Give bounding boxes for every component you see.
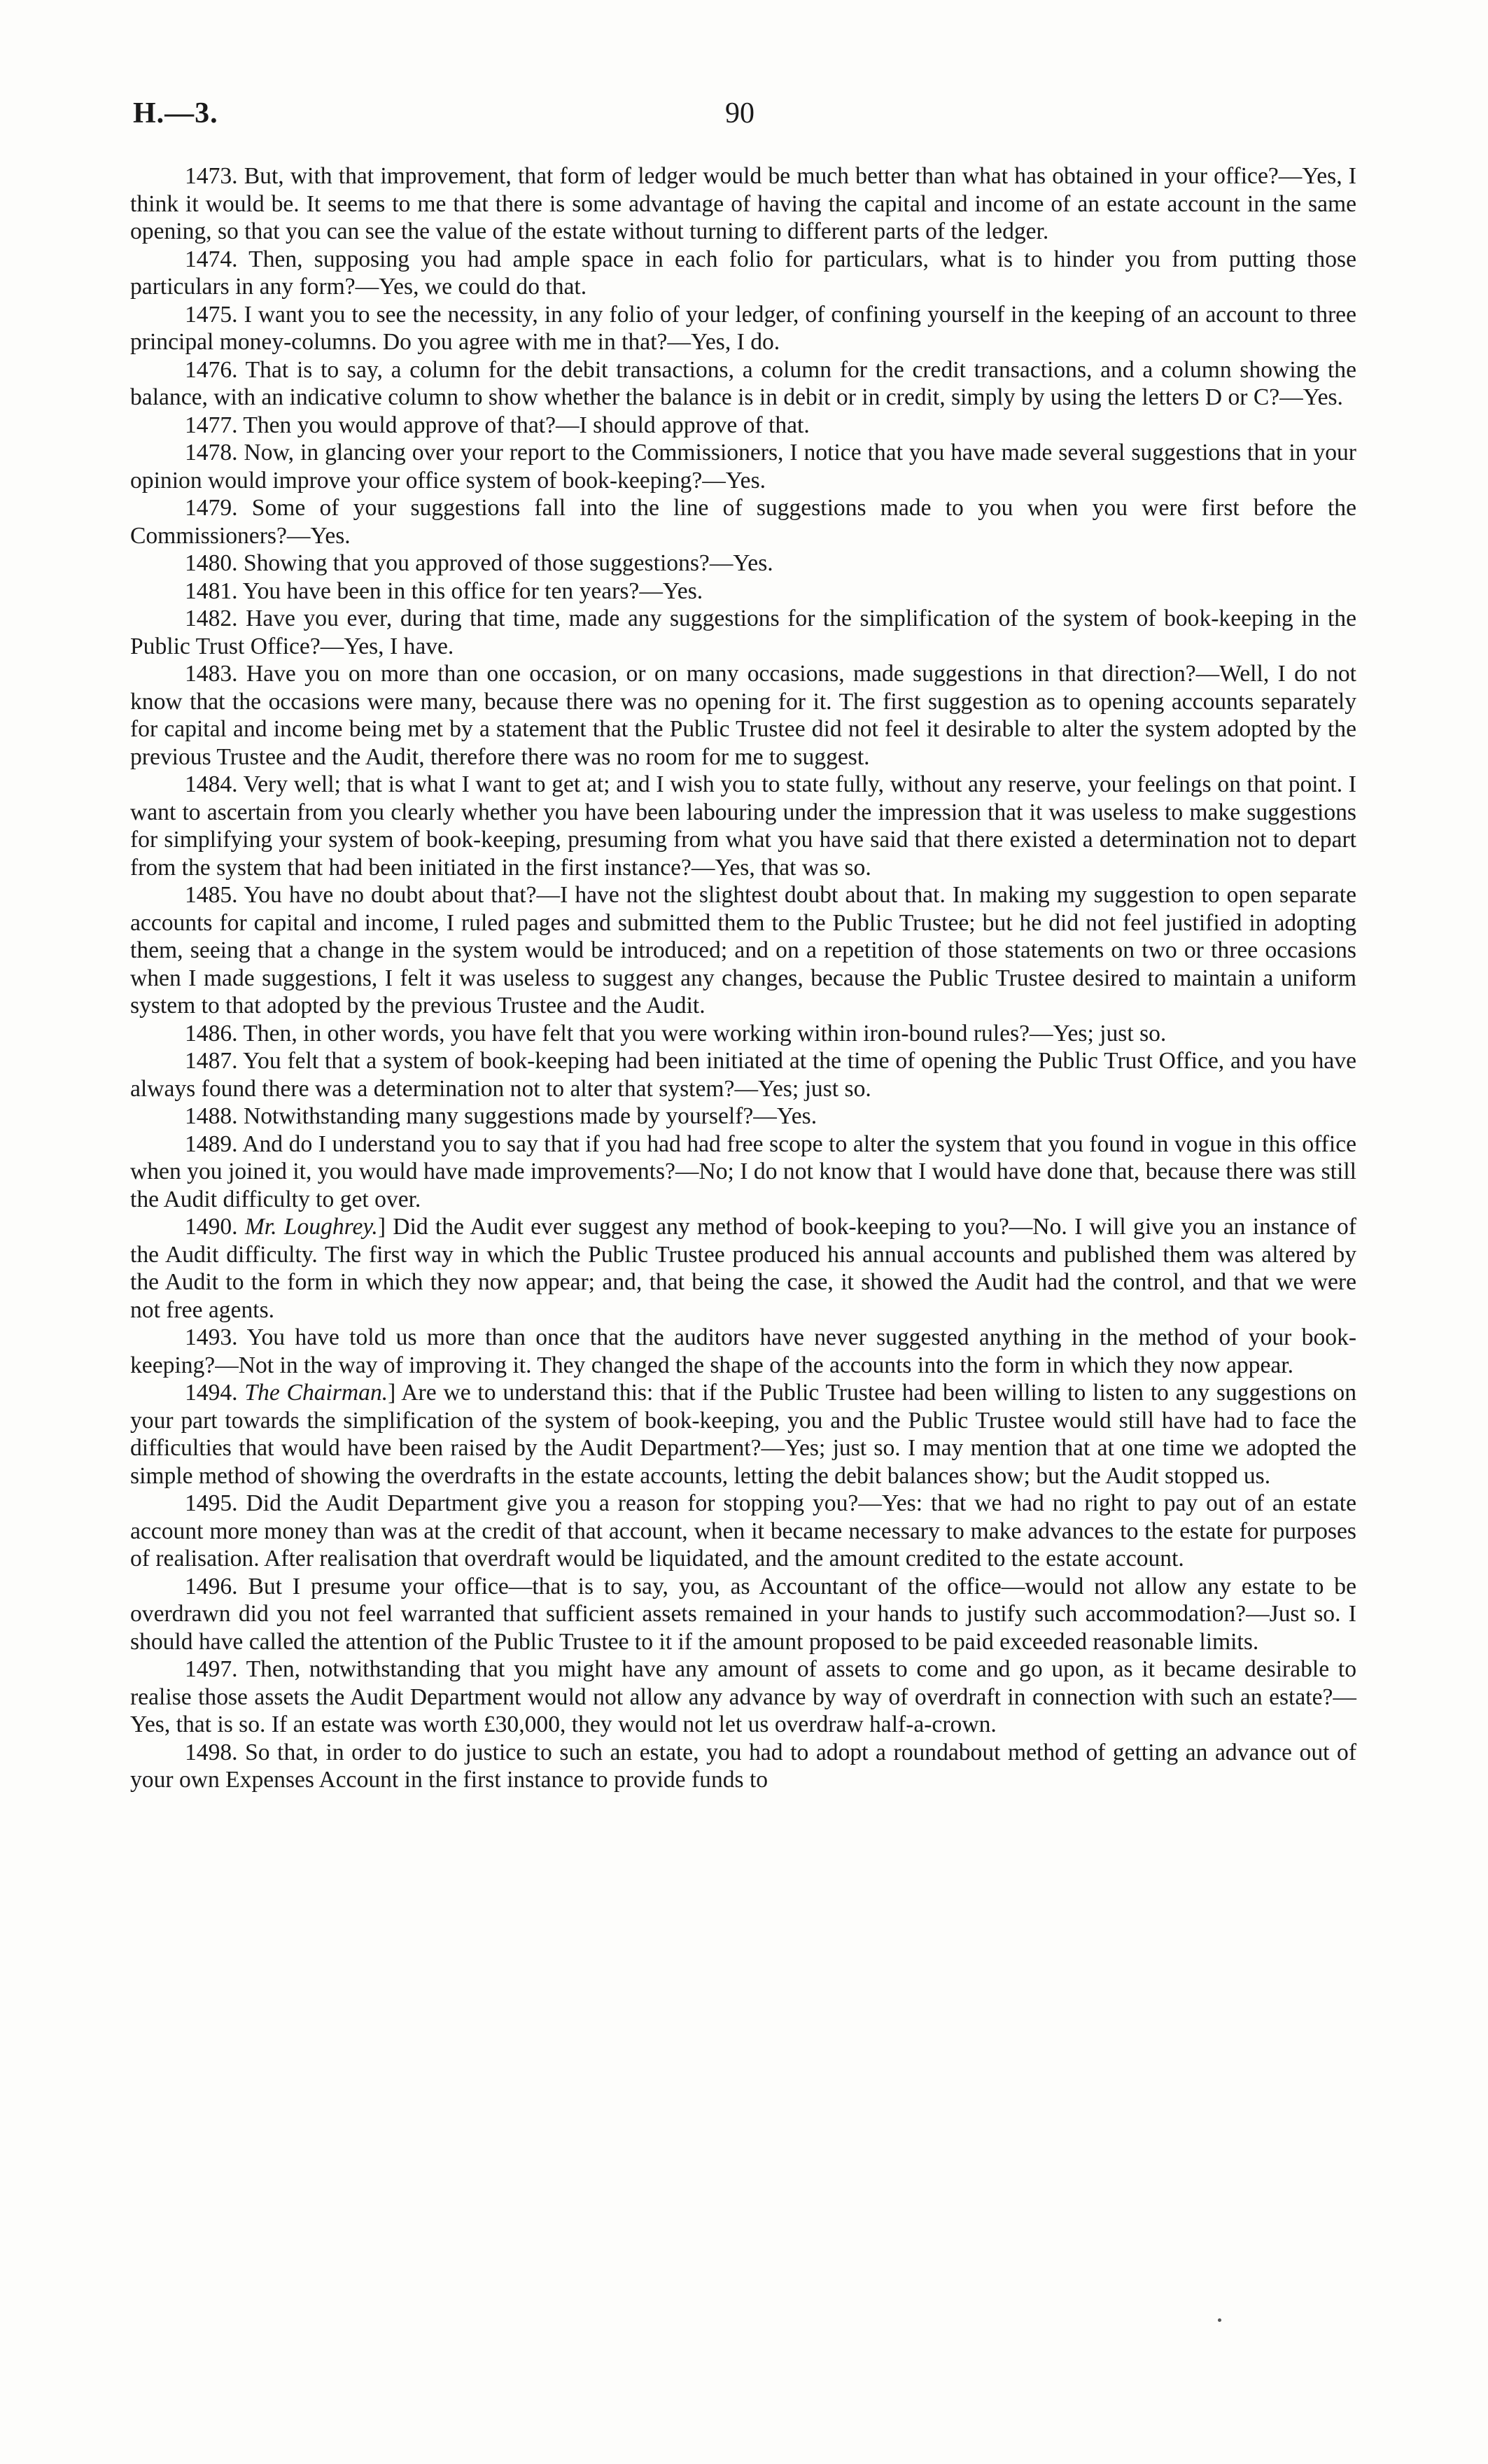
evidence-paragraph: 1482. Have you ever, during that time, made any suggestions for the simplification of the system of book-keeping in the Public Trust Office?—Yes, I have. bbox=[130, 606, 1356, 659]
page-number: 90 bbox=[725, 97, 754, 130]
evidence-paragraph: 1495. Did the Audit Department give you a reason for stopping you?—Yes: that we had no right to pay out of an estate account more money than was at the credit of that account, when it became necessary to make advances to the estate for purposes of realisation. After realisation that overdraft would be liquidated, and the amount credited to the estate account. bbox=[130, 1490, 1356, 1572]
evidence-paragraph bbox=[130, 1379, 1356, 1490]
evidence-paragraph: 1484. Very well; that is what I want to get at; and I wish you to state fully, without any reserve, your feelings on that point. I want to ascertain from you clearly whether you have been labouring under the impression that it was useless to make suggestions for simplifying your system of book-keeping, presuming from what you have said that there existed a determination not to depart from the system that had been initiated in the first instance?—Yes, that was so. bbox=[130, 771, 1356, 881]
evidence-paragraph: 1473. But, with that improvement, that form of ledger would be much better than what has obtained in your office?—Yes, I think it would be. It seems to me that there is some advantage of having the capital and income of an estate account in the same opening, so that you can see the value of the estate without turning to different parts of the ledger. bbox=[130, 163, 1356, 244]
evidence-paragraph: 1474. Then, supposing you had ample space in each folio for particulars, what is to hinder you from putting those particulars in any form?—Yes, we could do that. bbox=[130, 246, 1356, 300]
evidence-paragraph: 1477. Then you would approve of that?—I should approve of that. bbox=[185, 412, 810, 438]
question-number: 1494. bbox=[185, 1380, 245, 1406]
evidence-paragraph: 1487. You felt that a system of book-keeping had been initiated at the time of opening the Public Trust Office, and you have always found there was a determination not to alter that system?—Yes; just so. bbox=[130, 1048, 1356, 1102]
paragraph-text: ] Did the Audit ever suggest any method of book-keeping to you?—No. I will give you an instance of the Audit difficulty. The first way in which the Public Trustee produced his annual accounts and published them was altered by the Audit to the form in which they now appear; and, that being the case, it showed the Audit had the control, and that we were not free agents. bbox=[130, 1214, 1356, 1323]
evidence-paragraph: 1481. You have been in this office for ten years?—Yes. bbox=[185, 578, 703, 604]
evidence-paragraph: 1485. You have no doubt about that?—I have not the slightest doubt about that. In making my suggestion to open separate accounts for capital and income, I ruled pages and submitted them to the Public Trustee; but he did not feel justified in adopting them, seeing that a change in the system would be introduced; and on a repetition of those statements on two or three occasions when I made suggestions, I felt it was useless to suggest any changes, because the Public Trustee desired to maintain a uniform system to that adopted by the previous Trustee and the Audit. bbox=[130, 882, 1356, 1018]
evidence-paragraph: 1498. So that, in order to do justice to such an estate, you had to adopt a roundabout method of getting an advance out of your own Expenses Account in the first instance to provide funds to bbox=[130, 1739, 1356, 1793]
evidence-paragraph: 1483. Have you on more than one occasion, or on many occasions, made suggestions in that direction?—Well, I do not know that the occasions were many, because there was no opening for it. The first suggestion as to opening accounts separately for capital and income being met by a statement that the Public Trustee did not feel it desirable to alter the system adopted by the previous Trustee and the Audit, therefore there was no room for me to suggest. bbox=[130, 661, 1356, 770]
evidence-paragraph bbox=[130, 1213, 1356, 1324]
evidence-paragraph: 1478. Now, in glancing over your report to the Commissioners, I notice that you have made several suggestions that in your opinion would improve your office system of book-keeping?—Yes. bbox=[130, 440, 1356, 493]
document-body bbox=[130, 162, 1356, 1794]
question-number: 1490. bbox=[185, 1214, 245, 1240]
evidence-paragraph: 1489. And do I understand you to say that if you had had free scope to alter the system that you found in vogue in this office when you joined it, you would have made improvements?—No; I do not know that I would have done that, because there was still the Audit difficulty to get over. bbox=[130, 1130, 1356, 1212]
evidence-paragraph: 1486. Then, in other words, you have felt that you were working within iron-bound rules?—Yes; just so. bbox=[185, 1020, 1167, 1046]
evidence-paragraph: 1496. But I presume your office—that is to say, you, as Accountant of the office—would not allow any estate to be overdrawn did you not feel warranted that sufficient assets remained in your hands to justify such accommodation?—Just so. I should have called the attention of the Public Trustee to it if the amount proposed to be paid exceeded reasonable limits. bbox=[130, 1573, 1356, 1655]
evidence-paragraph: 1479. Some of your suggestions fall into the line of suggestions made to you when you were first before the Commissioners?—Yes. bbox=[130, 495, 1356, 549]
speaker-name: The Chairman. bbox=[244, 1380, 388, 1406]
speaker-name: Mr. Loughrey. bbox=[244, 1214, 378, 1240]
page-header bbox=[0, 97, 1488, 146]
paragraph-text: ] Are we to understand this: that if the Public Trustee had been willing to listen to any suggestions on your part towards the simplification of the system of book-keeping, you and the Public Trustee would still have had to face the difficulties that would have been raised by the Audit Department?—Yes; just so. I may mention that at one time we adopted the simple method of showing the overdrafts in the estate accounts, letting the debit balances show; but the Audit stopped us. bbox=[130, 1380, 1357, 1489]
evidence-paragraph: 1497. Then, notwithstanding that you might have any amount of assets to come and go upon, as it became desirable to realise those assets the Audit Department would not allow any advance by way of overdraft in connection with such an estate?—Yes, that is so. If an estate was worth £30,000, they would not let us overdraw half-a-crown. bbox=[130, 1656, 1356, 1737]
evidence-paragraph: 1493. You have told us more than once that the auditors have never suggested anything in the method of your book-keeping?—Not in the way of improving it. They changed the shape of the accounts into the form in which they now appear. bbox=[130, 1324, 1356, 1378]
evidence-paragraph: 1475. I want you to see the necessity, in any folio of your ledger, of confining yourself in the keeping of an account to three principal money-columns. Do you agree with me in that?—Yes, I do. bbox=[130, 301, 1356, 355]
evidence-paragraph: 1476. That is to say, a column for the debit transactions, a column for the credit transactions, and a column showing the balance, with an indicative column to show whether the balance is in debit or in credit, simply by using the letters D or C?—Yes. bbox=[130, 356, 1356, 410]
ink-speck bbox=[1218, 2318, 1221, 2322]
evidence-paragraph: 1480. Showing that you approved of those suggestions?—Yes. bbox=[185, 550, 773, 576]
document-reference: H.—3. bbox=[133, 97, 218, 130]
evidence-paragraph: 1488. Notwithstanding many suggestions made by yourself?—Yes. bbox=[185, 1103, 817, 1129]
